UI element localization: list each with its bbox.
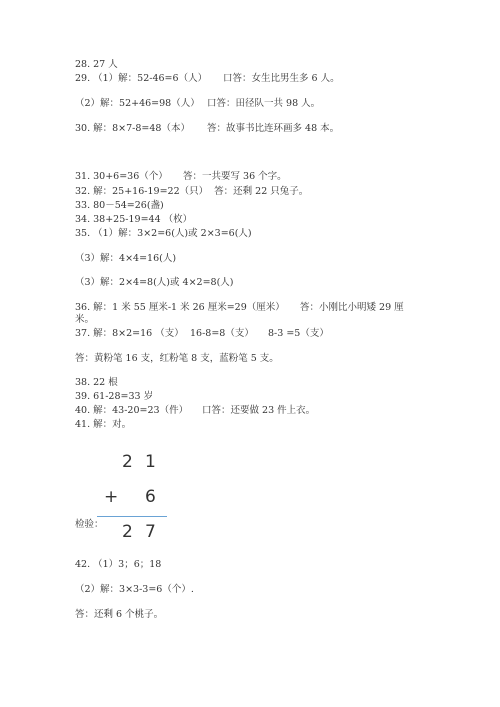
answer-29-part1-conclusion: 口答：女生比男生多 6 人。 xyxy=(223,73,340,84)
answer-35-part2: （3）解：4×4=16(人) xyxy=(75,253,177,264)
sum-tens-digit: 2 xyxy=(122,522,133,542)
answer-35-part3: （3）解：2×4=8(人)或 4×2=8(人) xyxy=(75,277,234,288)
answer-30-work: 30. 解：8×7-8=48（本） xyxy=(75,123,190,134)
plus-operator: + xyxy=(104,487,119,507)
answer-39: 39. 61-28=33 岁 xyxy=(75,391,154,402)
answer-32: 32. 解：25+16-19=22（只） 答：还剩 22 只兔子。 xyxy=(75,186,309,197)
answer-28: 28. 27 人 xyxy=(75,59,118,70)
check-label: 检验： xyxy=(75,519,104,530)
answer-37-step2: 16-8=8（支） xyxy=(190,328,254,339)
answer-29-part1-work: 29. （1）解：52-46=6（人） xyxy=(75,73,208,84)
answer-31-conclusion: 答：一共要写 36 个字。 xyxy=(183,171,287,182)
answer-35-part1: 35. （1）解：3×2=6(人)或 2×3=6(人) xyxy=(75,228,252,239)
answer-37-step1: 37. 解：8×2=16 （支） xyxy=(75,328,184,339)
answer-42-conclusion: 答：还剩 6 个桃子。 xyxy=(75,609,164,620)
answer-38: 38. 22 根 xyxy=(75,377,118,388)
addend-top-ones-digit: 1 xyxy=(145,452,156,472)
answer-42-part1: 42. （1）3；6；18 xyxy=(75,559,162,570)
sum-divider-line xyxy=(97,516,167,517)
answer-30 xyxy=(75,123,340,159)
addend-top-tens-digit: 2 xyxy=(122,452,133,472)
answer-40-work: 40. 解：43-20=23（件） xyxy=(75,405,189,416)
answer-29-part2-conclusion: 口答：田径队一共 98 人。 xyxy=(207,98,321,109)
answer-30-conclusion: 答：故事书比连环画多 48 本。 xyxy=(207,123,340,134)
answer-36-conclusion: 答：小刚比小明矮 29 厘 xyxy=(300,302,404,313)
sum-ones-digit: 7 xyxy=(145,522,156,542)
answer-36-work: 36. 解：1 米 55 厘米-1 米 26 厘米=29（厘米） xyxy=(75,302,285,313)
answer-41: 41. 解：对。 xyxy=(75,419,132,430)
answer-34: 34. 38+25-19=44 （枚） xyxy=(75,214,193,225)
answer-29-part2-work: （2）解：52+46=98（人） xyxy=(75,98,200,109)
answer-37-conclusion: 答：黄粉笔 16 支，红粉笔 8 支，蓝粉笔 5 支。 xyxy=(75,353,279,364)
answer-40-conclusion: 口答：还要做 23 件上衣。 xyxy=(202,405,316,416)
answer-36-continued: 米。 xyxy=(75,314,95,325)
answer-33: 33. 80－54=26(盏) xyxy=(75,200,164,211)
answer-31-work: 31. 30+6=36（个） xyxy=(75,171,168,182)
addend-bottom-ones-digit: 6 xyxy=(145,487,156,507)
answer-37-step3: 8-3 =5（支） xyxy=(268,328,329,339)
answer-42-part2: （2）解：3×3-3=6（个）. xyxy=(75,584,194,595)
